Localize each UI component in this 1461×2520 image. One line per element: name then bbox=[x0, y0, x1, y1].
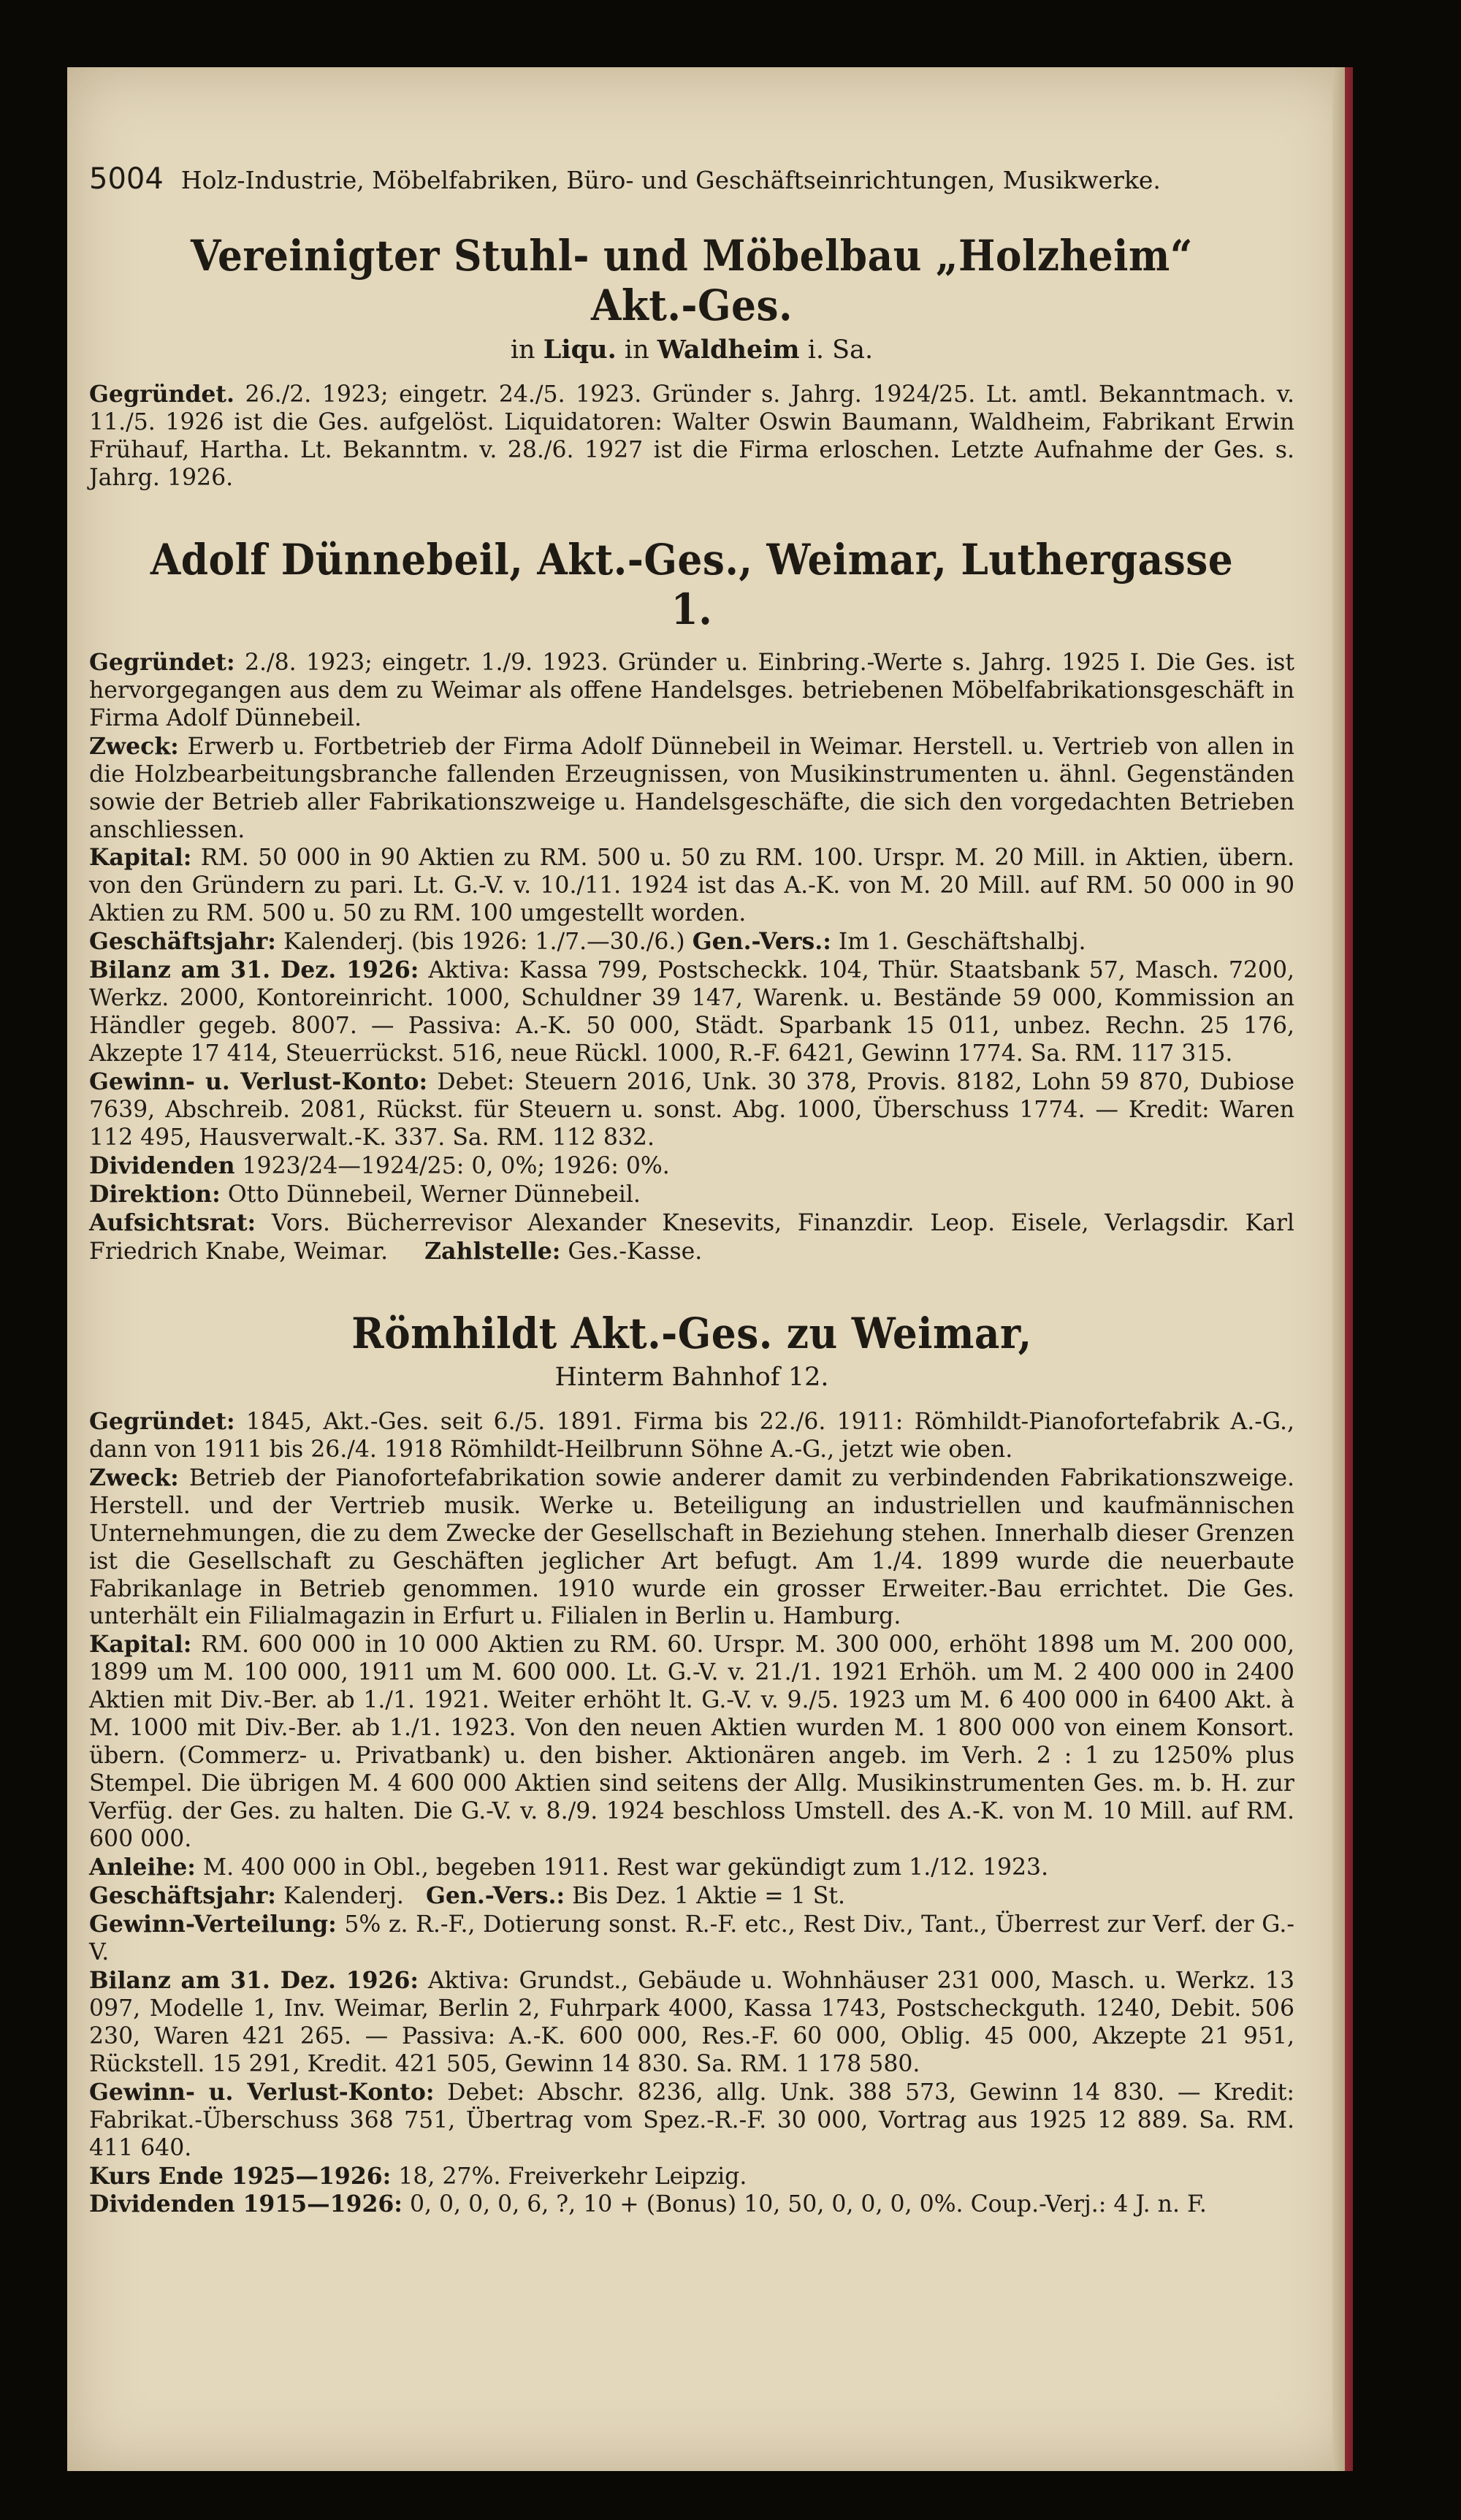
company-subtitle bbox=[89, 335, 1294, 365]
section-label: Geschäftsjahr: bbox=[89, 1881, 276, 1909]
section-text: Debet: Steuern 2016, Unk. 30 378, Provis. 8182, Lohn 59 870, Dubiose 7639, Abschreib. 2081, Rückst. für Steuern u. sonst. Abg. 1000, Überschuss 1774. — Kredit: Waren 112 495, Hausverwalt.-K. 337. Sa. RM. 112 832. bbox=[89, 1069, 1295, 1151]
section-label: Gewinn- u. Verlust-Konto: bbox=[89, 1068, 428, 1096]
section-label: Dividenden bbox=[89, 1151, 235, 1179]
section-label: Geschäftsjahr: bbox=[89, 928, 276, 956]
book-spine bbox=[1332, 67, 1353, 2471]
section-gegruendet bbox=[89, 649, 1294, 733]
section-label: Gegründet: bbox=[89, 648, 235, 676]
section-gewinn-verteilung bbox=[89, 1911, 1294, 1967]
section-kurs bbox=[89, 2163, 1294, 2191]
subtitle-place: Waldheim bbox=[657, 335, 800, 365]
section-label: Gen.-Vers.: bbox=[692, 928, 831, 956]
company-entry-duennebeil bbox=[89, 535, 1294, 1266]
section-label: Anleihe: bbox=[89, 1854, 196, 1881]
company-title: Adolf Dünnebeil, Akt.-Ges., Weimar, Luthergasse 1. bbox=[150, 534, 1234, 634]
section-label: Zweck: bbox=[89, 1463, 179, 1491]
running-head-text: Holz-Industrie, Möbelfabriken, Büro- und Geschäftseinrichtungen, Musikwerke. bbox=[180, 166, 1161, 194]
section-geschaeftsjahr bbox=[89, 928, 1294, 956]
section-text: 18, 27%. Freiverkehr Leipzig. bbox=[398, 2163, 747, 2190]
section-dividenden bbox=[89, 2190, 1294, 2219]
section-text: 1845, Akt.-Ges. seit 6./5. 1891. Firma bis 22./6. 1911: Römhildt-Pianofortefabrik A.-G., dann von 1911 bis 26./4. 1918 Römhildt-Heilbrunn Söhne A.-G., jetzt wie oben. bbox=[89, 1408, 1294, 1463]
section-text: Im 1. Geschäftshalbj. bbox=[838, 929, 1086, 956]
section-gewinn-verlust bbox=[89, 2079, 1294, 2163]
section-text: Betrieb der Pianofortefabrikation sowie anderer damit zu verbindenden Fabrikationszweige. Herstell. und der Vertrieb musik. Werke u. Beteiligung an industriellen und kaufmännischen Unternehmungen, die zu dem Zwecke der Gesellschaft in Beziehung stehen. Innerhalb dieser Grenzen ist die Gesellschaft zu Geschäften jeglicher Art befugt. Am 1./4. 1899 wurde die neuerbaute Fabrikanlage in Betrieb genommen. 1910 wurde ein grosser Erweiter.-Bau errichtet. Die Ges. unterhält ein Filialmagazin in Erfurt u. Filialen in Berlin u. Hamburg. bbox=[89, 1464, 1294, 1630]
section-label: Kapital: bbox=[89, 844, 192, 872]
section-anleihe bbox=[89, 1854, 1294, 1882]
section-zweck bbox=[89, 733, 1294, 845]
section-label: Direktion: bbox=[89, 1180, 221, 1208]
book-page bbox=[67, 67, 1353, 2471]
section-text: 5% z. R.-F., Dotierung sonst. R.-F. etc., Rest Div., Tant., Überrest zur Verf. der G.-V. bbox=[89, 1911, 1294, 1965]
section-label: Zweck: bbox=[89, 732, 179, 760]
subtitle-word: i. Sa. bbox=[807, 335, 874, 365]
section-gewinn-verlust bbox=[89, 1068, 1294, 1152]
section-text: RM. 50 000 in 90 Aktien zu RM. 500 u. 50 zu RM. 100. Urspr. M. 20 Mill. in Aktien, übern. von den Gründern zu pari. Lt. G.-V. v. 10./11. 1924 ist das A.-K. von M. 20 Mill. auf RM. 50 000 in 90 Aktien zu RM. 500 u. 50 zu RM. 100 umgestellt worden. bbox=[89, 845, 1294, 927]
section-text: 26./2. 1923; eingetr. 24./5. 1923. Gründer s. Jahrg. 1924/25. Lt. amtl. Bekanntmach. v. 11./5. 1926 ist die Ges. aufgelöst. Liquidatoren: Walter Oswin Baumann, Waldheim, Fabrikant Erwin Frühauf, Hartha. Lt. Bekanntm. v. 28./6. 1927 ist die Firma erloschen. Letzte Aufnahme der Ges. s. Jahrg. 1926. bbox=[89, 381, 1294, 491]
section-text: Kalenderj. bbox=[283, 1882, 404, 1909]
section-label: Gewinn- u. Verlust-Konto: bbox=[89, 2078, 435, 2106]
section-gegruendet bbox=[89, 1408, 1294, 1464]
subtitle-word: in bbox=[510, 335, 535, 365]
section-dividenden bbox=[89, 1152, 1294, 1181]
section-label: Aufsichtsrat: bbox=[89, 1208, 256, 1236]
section-label: Bilanz am 31. Dez. 1926: bbox=[89, 956, 419, 984]
section-text: Kalenderj. (bis 1926: 1./7.—30./6.) bbox=[283, 929, 685, 956]
section-text: Erwerb u. Fortbetrieb der Firma Adolf Dünnebeil in Weimar. Herstell. u. Vertrieb von allen in die Holzbearbeitungsbranche fallenden Erzeugnissen, von Musikinstrumenten u. ähnl. Gegenständen sowie der Betrieb aller Fabrikationszweige u. Handelsgeschäfte, die sich den vorgedachten Betrieben anschliessen. bbox=[89, 733, 1294, 843]
section-label: Gegründet: bbox=[89, 1407, 235, 1435]
subtitle-word: in bbox=[624, 335, 649, 365]
company-title: Vereinigter Stuhl- und Möbelbau „Holzheim“ Akt.-Ges. bbox=[191, 231, 1193, 330]
company-address: Hinterm Bahnhof 12. bbox=[554, 1362, 829, 1392]
section-text: Ges.-Kasse. bbox=[568, 1238, 703, 1265]
section-zweck bbox=[89, 1464, 1294, 1632]
section-label: Gewinn-Verteilung: bbox=[89, 1910, 337, 1938]
section-text: RM. 600 000 in 10 000 Aktien zu RM. 60. Urspr. M. 300 000, erhöht 1898 um M. 200 000, 1899 um M. 100 000, 1911 um M. 600 000. Lt. G.-V. v. 21./1. 1921 Erhöh. um M. 2 400 000 in 2400 Aktien mit Div.-Ber. ab 1./1. 1921. Weiter erhöht lt. G.-V. v. 9./5. 1923 um M. 6 400 000 in 6400 Akt. à M. 1000 mit Div.-Ber. ab 1./1. 1923. Von den neuen Aktien wurden M. 1 800 000 von einem Konsort. übern. (Commerz- u. Privatbank) u. den bisher. Aktionären angeb. im Verh. 2 : 1 zu 1250% plus Stempel. Die übrigen M. 4 600 000 Aktien sind seitens der Allg. Musikinstrumenten Ges. m. b. H. zur Verfüg. der Ges. zu halten. Die G.-V. v. 8./9. 1924 beschloss Umstell. des A.-K. von M. 10 Mill. auf RM. 600 000. bbox=[89, 1632, 1294, 1853]
running-head bbox=[89, 162, 1294, 196]
section-kapital bbox=[89, 844, 1294, 928]
section-label: Kurs Ende 1925—1926: bbox=[89, 2162, 392, 2190]
section-text: M. 400 000 in Obl., begeben 1911. Rest war gekündigt zum 1./12. 1923. bbox=[202, 1854, 1049, 1881]
section-aufsichtsrat bbox=[89, 1209, 1294, 1266]
section-label: Zahlstelle: bbox=[424, 1237, 561, 1265]
section-text: Vors. Bücherrevisor Alexander Knesevits, Finanzdir. Leop. Eisele, Verlagsdir. Karl Friedrich Knabe, Weimar. bbox=[89, 1209, 1294, 1265]
section-text: Aktiva: Kassa 799, Postscheckk. 104, Thür. Staatsbank 57, Masch. 7200, Werkz. 2000, Kontoreinricht. 1000, Schuldner 39 147, Warenk. u. Bestände 59 000, Kommission an Händler gegeb. 8007. — Passiva: A.-K. 50 000, Städt. Sparbank 15 011, unbez. Rechn. 25 176, Akzepte 17 414, Steuerrückst. 516, neue Rückl. 1000, R.-F. 6421, Gewinn 1774. Sa. RM. 117 315. bbox=[89, 957, 1294, 1067]
page-number: 5004 bbox=[89, 162, 164, 196]
section-label: Gen.-Vers.: bbox=[425, 1881, 565, 1909]
section-gegruendet bbox=[89, 381, 1294, 492]
section-text: Bis Dez. 1 Aktie = 1 St. bbox=[572, 1882, 846, 1909]
section-text: Otto Dünnebeil, Werner Dünnebeil. bbox=[227, 1181, 641, 1208]
subtitle-liquidation: Liqu. bbox=[543, 335, 617, 365]
section-text: 0, 0, 0, 0, 6, ?, 10 + (Bonus) 10, 50, 0, 0, 0, 0%. Coup.-Verj.: 4 J. n. F. bbox=[409, 2191, 1207, 2218]
section-text: Aktiva: Grundst., Gebäude u. Wohnhäuser 231 000, Masch. u. Werkz. 13 097, Modelle 1, Inv. Weimar, Berlin 2, Fuhrpark 4000, Kassa 1743, Postscheckguth. 1240, Debit. 506 230, Waren 421 265. — Passiva: A.-K. 600 000, Res.-F. 60 000, Oblig. 45 000, Akzepte 21 951, Rückstell. 15 291, Kredit. 421 505, Gewinn 14 830. Sa. RM. 1 178 580. bbox=[89, 1967, 1295, 2077]
section-label: Gegründet. bbox=[89, 381, 234, 408]
section-direktion bbox=[89, 1181, 1294, 1209]
section-label: Kapital: bbox=[89, 1631, 192, 1659]
company-entry-holzheim bbox=[89, 231, 1294, 492]
section-label: Bilanz am 31. Dez. 1926: bbox=[89, 1966, 419, 1994]
section-bilanz bbox=[89, 956, 1294, 1068]
section-label: Dividenden 1915—1926: bbox=[89, 2190, 403, 2218]
page-content bbox=[89, 162, 1294, 2219]
section-text: 1923/24—1924/25: 0, 0%; 1926: 0%. bbox=[242, 1152, 670, 1179]
section-geschaeftsjahr bbox=[89, 1882, 1294, 1911]
section-text: Debet: Abschr. 8236, allg. Unk. 388 573, Gewinn 14 830. — Kredit: Fabrikat.-Überschuss 368 751, Übertrag vom Spez.-R.-F. 30 000, Vortrag aus 1925 12 889. Sa. RM. 411 640. bbox=[89, 2079, 1295, 2161]
section-text: 2./8. 1923; eingetr. 1./9. 1923. Gründer u. Einbring.-Werte s. Jahrg. 1925 I. Die Ges. ist hervorgegangen aus dem zu Weimar als offene Handelsges. betriebenen Möbelfabrikationsgeschäft in Firma Adolf Dünnebeil. bbox=[89, 649, 1295, 731]
company-entry-roemhildt bbox=[89, 1309, 1294, 2220]
section-bilanz bbox=[89, 1967, 1294, 2079]
section-kapital bbox=[89, 1631, 1294, 1854]
company-title: Römhildt Akt.-Ges. zu Weimar, bbox=[351, 1308, 1032, 1358]
